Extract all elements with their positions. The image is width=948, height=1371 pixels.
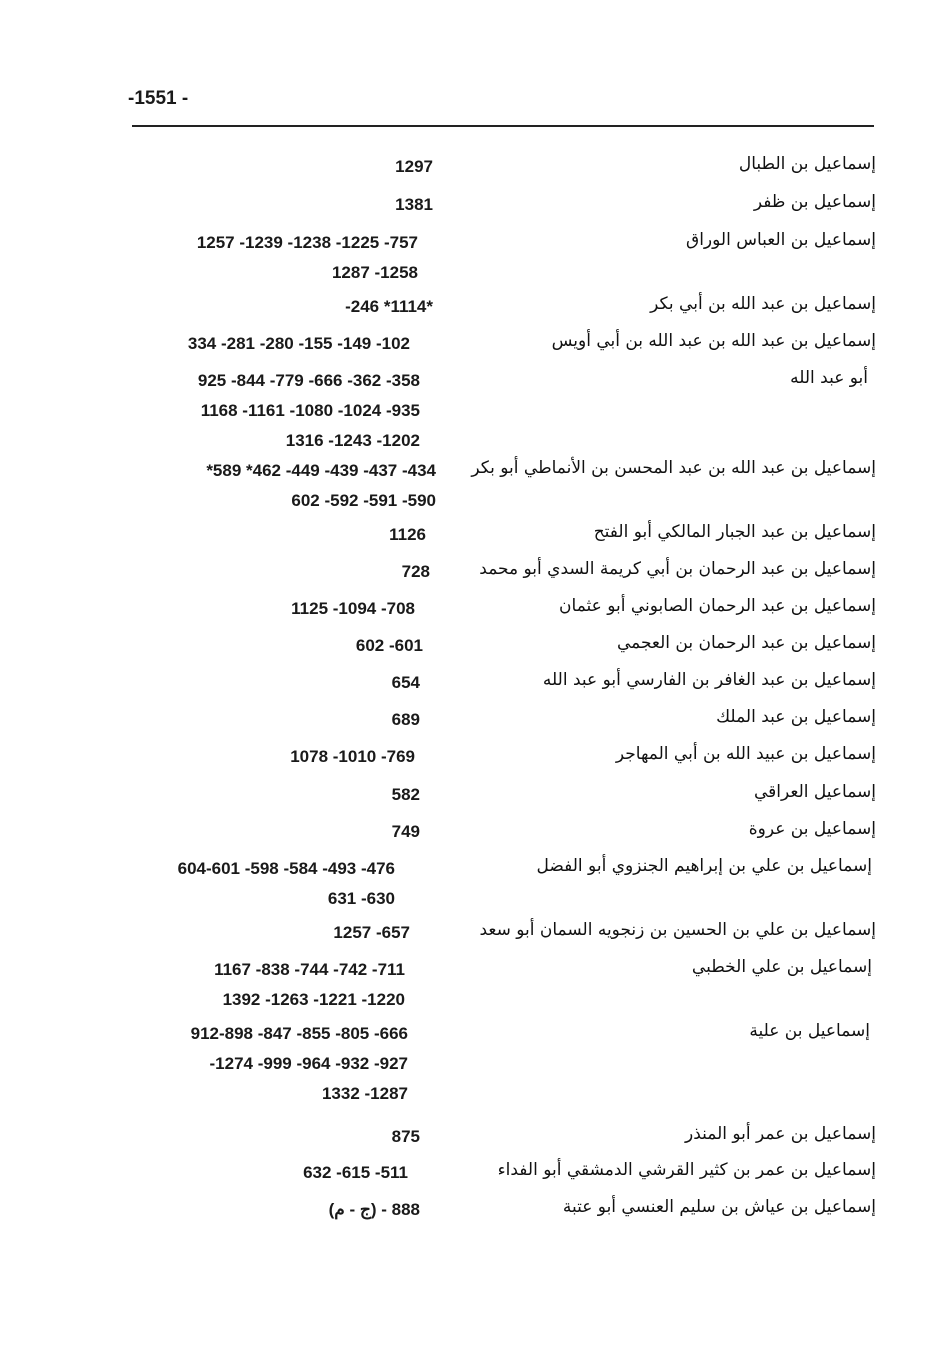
- entry-pages: [389, 520, 426, 550]
- entry-pages: [214, 955, 405, 1015]
- page-refs: -246 *1114*: [345, 297, 433, 316]
- page-refs: (ج - م) - 888: [328, 1200, 420, 1219]
- entry-pages: [392, 668, 420, 698]
- entry-name: إسماعيل بن علي بن إبراهيم الجنزوي أبو الفضل: [536, 856, 872, 876]
- entry-pages: [395, 190, 433, 220]
- entry-pages: [392, 780, 420, 810]
- page-refs: 632 -615 -511: [303, 1163, 408, 1182]
- entry-name: إسماعيل بن عبد الرحمان الصابوني أبو عثمان: [559, 596, 876, 616]
- entry-name: إسماعيل بن علي الخطبي: [691, 957, 872, 977]
- entry-name: إسماعيل بن العباس الوراق: [686, 230, 876, 250]
- page-refs: 604-601 -598 -584 -493 -476: [177, 859, 395, 878]
- entry-name: إسماعيل بن عبد الغافر بن الفارسي أبو عبد الله: [542, 670, 876, 690]
- page-refs: 728: [401, 562, 430, 581]
- page-refs: 1287 -1258: [331, 263, 418, 282]
- entry-pages: [188, 329, 410, 359]
- page-refs: 1257 -657: [333, 923, 410, 942]
- entry-name: إسماعيل بن عبد الله بن عبد المحسن بن الأنماطي أبو بكر: [471, 458, 876, 478]
- page-refs: -1274 -999 -964 -932 -927: [209, 1054, 408, 1073]
- page-refs: 1332 -1287: [321, 1084, 408, 1103]
- entry-name: إسماعيل بن علي بن الحسين بن زنجويه السمان أبو سعد: [479, 920, 876, 940]
- page-refs: 1316 -1243 -1202: [285, 431, 420, 450]
- page-refs: 602 -601: [355, 636, 423, 655]
- entry-name: أبو عبد الله: [790, 368, 868, 388]
- entry-name: إسماعيل العراقي: [753, 782, 876, 802]
- page-refs: 582: [391, 785, 420, 804]
- page-refs: 875: [391, 1127, 420, 1146]
- page-refs: 602 -592 -591 -590: [291, 491, 436, 510]
- entry-pages: [198, 366, 420, 456]
- entry-name: إسماعيل بن عبد الجبار المالكي أبو الفتح: [593, 522, 876, 542]
- entry-name: إسماعيل بن عبيد الله بن أبي المهاجر: [615, 744, 876, 764]
- entry-pages: [290, 742, 415, 772]
- page-refs: *589 *462 -449 -439 -437 -434: [206, 461, 436, 480]
- page-refs: 1297: [395, 157, 433, 176]
- page-refs: 1078 -1010 -769: [290, 747, 415, 766]
- page-refs: 912-898 -847 -855 -805 -666: [190, 1024, 408, 1043]
- entry-pages: [345, 292, 433, 322]
- page-refs: 654: [391, 673, 420, 692]
- entry-name: إسماعيل بن عبد الله بن أبي بكر: [650, 294, 876, 314]
- entry-pages: [197, 228, 418, 288]
- page-refs: 1257 -1239 -1238 -1225 -757: [196, 233, 418, 252]
- page-refs: 689: [391, 710, 420, 729]
- entry-pages: [356, 631, 423, 661]
- entry-name: إسماعيل بن الطبال: [738, 154, 876, 174]
- page-refs: 1168 -1161 -1080 -1024 -935: [200, 401, 420, 420]
- entry-name: إسماعيل بن عبد الرحمان بن العجمي: [616, 633, 876, 653]
- entry-name: إسماعيل بن عمر أبو المنذر: [685, 1124, 876, 1144]
- entry-pages: [178, 854, 395, 914]
- page-refs: 925 -844 -779 -666 -362 -358: [197, 371, 420, 390]
- entry-name: إسماعيل بن علية: [749, 1021, 870, 1041]
- entry-pages: [303, 1158, 408, 1188]
- entry-pages: [206, 456, 436, 516]
- entry-name: إسماعيل بن عبد الملك: [716, 707, 876, 727]
- entry-pages: [333, 918, 410, 948]
- entry-name: إسماعيل بن عمر بن كثير القرشي الدمشقي أبو الفداء: [497, 1160, 876, 1180]
- entry-pages: [392, 705, 420, 735]
- entry-name: إسماعيل بن عياش بن سليم العنسي أبو عتبة: [562, 1197, 876, 1217]
- page-refs: 1125 -1094 -708: [291, 599, 415, 618]
- entry-pages: [392, 817, 420, 847]
- page-number: -1551 -: [128, 88, 189, 109]
- page-refs: 334 -281 -280 -155 -149 -102: [187, 334, 410, 353]
- page-refs: 749: [391, 822, 420, 841]
- entry-name: إسماعيل بن عبد الله بن عبد الله بن أبي أويس: [551, 331, 876, 351]
- page-refs: 1381: [395, 195, 433, 214]
- page-refs: 1167 -838 -744 -742 -711: [214, 960, 405, 979]
- entry-pages: [392, 1122, 420, 1152]
- page-refs: 1126: [389, 525, 426, 544]
- header-rule: [132, 125, 874, 127]
- entry-pages: [291, 594, 415, 624]
- entry-pages: [402, 557, 430, 587]
- entry-pages: [329, 1195, 420, 1225]
- page-refs: 1392 -1263 -1221 -1220: [222, 990, 405, 1009]
- page-refs: 631 -630: [327, 889, 395, 908]
- entry-pages: [395, 152, 433, 182]
- entry-pages: [191, 1019, 408, 1109]
- entry-name: إسماعيل بن عروة: [748, 819, 876, 839]
- entry-name: إسماعيل بن عبد الرحمان بن أبي كريمة السدي أبو محمد: [479, 559, 876, 579]
- entry-name: إسماعيل بن ظفر: [753, 192, 876, 212]
